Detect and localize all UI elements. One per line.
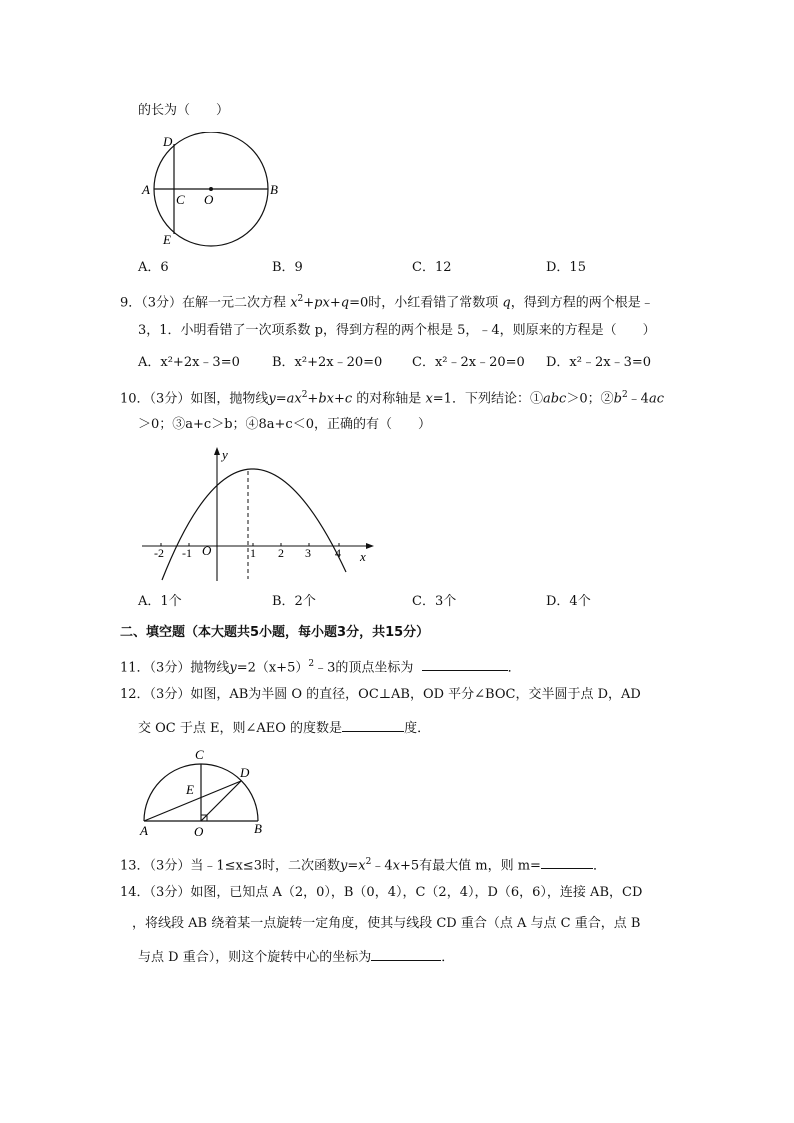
q8-option-c[interactable]: C．12 xyxy=(412,260,452,275)
q12-answer-blank[interactable] xyxy=(342,717,404,732)
q9-option-a[interactable]: A．x²+2x﹣3=0 xyxy=(138,355,240,370)
q11-line: 11．（3分）抛物线$y=2(x+5)^2﹣3$的顶点坐标为 ． xyxy=(120,655,521,677)
q10-option-c[interactable]: C．3个 xyxy=(412,594,457,609)
q10-option-a[interactable]: A．1个 xyxy=(138,594,182,609)
q12-semicircle-figure xyxy=(138,745,273,840)
section-2-heading: 二、填空题（本大题共5小题，每小题3分，共15分） xyxy=(120,625,430,640)
q12-line1: 12．（3分）如图，AB为半圆 O 的直径，OC⊥AB，OD 平分∠BOC，交半圆于点 D，AD xyxy=(120,687,641,702)
q8-label-a: A xyxy=(142,182,150,197)
q10-label-x: x xyxy=(360,549,366,564)
q10-tick-3: 3 xyxy=(305,546,311,560)
q14-line1: 14．（3分）如图，已知点 A（2，0），B（0，4），C（2，4），D（6，6），连接 AB，CD xyxy=(120,885,643,900)
q10-tick-neg1: -1 xyxy=(182,546,192,560)
q8-label-o: O xyxy=(204,192,214,207)
q10-tick-4: 4 xyxy=(335,546,341,560)
q14-line3: 与点 D 重合），则这个旋转中心的坐标为 ． xyxy=(138,946,454,967)
q13-line: 13．（3分）当﹣1≤x≤3时，二次函数$y=x^2﹣4x+5$有最大值 m，则 m= ． xyxy=(120,853,606,875)
q12-line2: 交 OC 于点 E，则∠AEO 的度数是 度． xyxy=(138,717,430,738)
q12-label-a: A xyxy=(140,823,148,838)
q9-line2: 3，1．小明看错了一次项系数 p，得到方程的两个根是 5，﹣4，则原来的方程是（ ） xyxy=(138,323,656,338)
q13-answer-blank[interactable] xyxy=(541,854,593,869)
q14-answer-blank[interactable] xyxy=(371,946,441,961)
q10-option-b[interactable]: B．2个 xyxy=(272,594,316,609)
q10-tick-1: 1 xyxy=(250,546,256,560)
q12-label-o: O xyxy=(194,824,204,839)
q8-label-b: B xyxy=(270,182,278,197)
q10-tick-2: 2 xyxy=(278,546,284,560)
q10-tick-neg2: -2 xyxy=(154,546,164,560)
q10-option-d[interactable]: D．4个 xyxy=(546,594,591,609)
q8-option-a[interactable]: A．6 xyxy=(138,260,169,275)
q8-option-b[interactable]: B．9 xyxy=(272,260,303,275)
q9-line1: 9．（3分）在解一元二次方程 $x^2+px+q=0$时，小红看错了常数项 q，得到方程的两个根是﹣ xyxy=(120,294,654,311)
q11-answer-blank[interactable] xyxy=(422,656,508,671)
q12-label-e: E xyxy=(186,782,194,797)
q8-label-c: C xyxy=(176,192,185,207)
q9-option-d[interactable]: D．x²﹣2x﹣3=0 xyxy=(546,355,652,370)
q8-label-e: E xyxy=(163,232,171,247)
q14-line2: ，将线段 AB 绕着某一点旋转一定角度，使其与线段 CD 重合（点 A 与点 C 重合，点 B xyxy=(132,916,641,931)
q12-label-d: D xyxy=(240,765,250,780)
q8-option-d[interactable]: D．15 xyxy=(546,260,586,275)
q12-label-c: C xyxy=(195,747,204,762)
q10-parabola-figure xyxy=(138,445,378,585)
q10-label-o: O xyxy=(202,543,212,558)
q9-option-b[interactable]: B．x²+2x﹣20=0 xyxy=(272,355,383,370)
q8-question-tail: 的长为（ ） xyxy=(138,103,230,118)
q10-line2: ＞0；③a+c＞b；④8a+c＜0，正确的有（ ） xyxy=(138,417,431,432)
q8-label-d: D xyxy=(163,134,173,149)
q12-label-b: B xyxy=(254,821,262,836)
q10-label-y: y xyxy=(222,447,228,462)
q9-option-c[interactable]: C．x²﹣2x﹣20=0 xyxy=(412,355,525,370)
q10-line1: 10．（3分）如图，抛物线$y=ax^2+bx+c$ 的对称轴是 x=1．下列结论：①abc＞0；$②b^2﹣4ac$ xyxy=(120,390,664,407)
q8-circle-figure xyxy=(138,132,288,252)
